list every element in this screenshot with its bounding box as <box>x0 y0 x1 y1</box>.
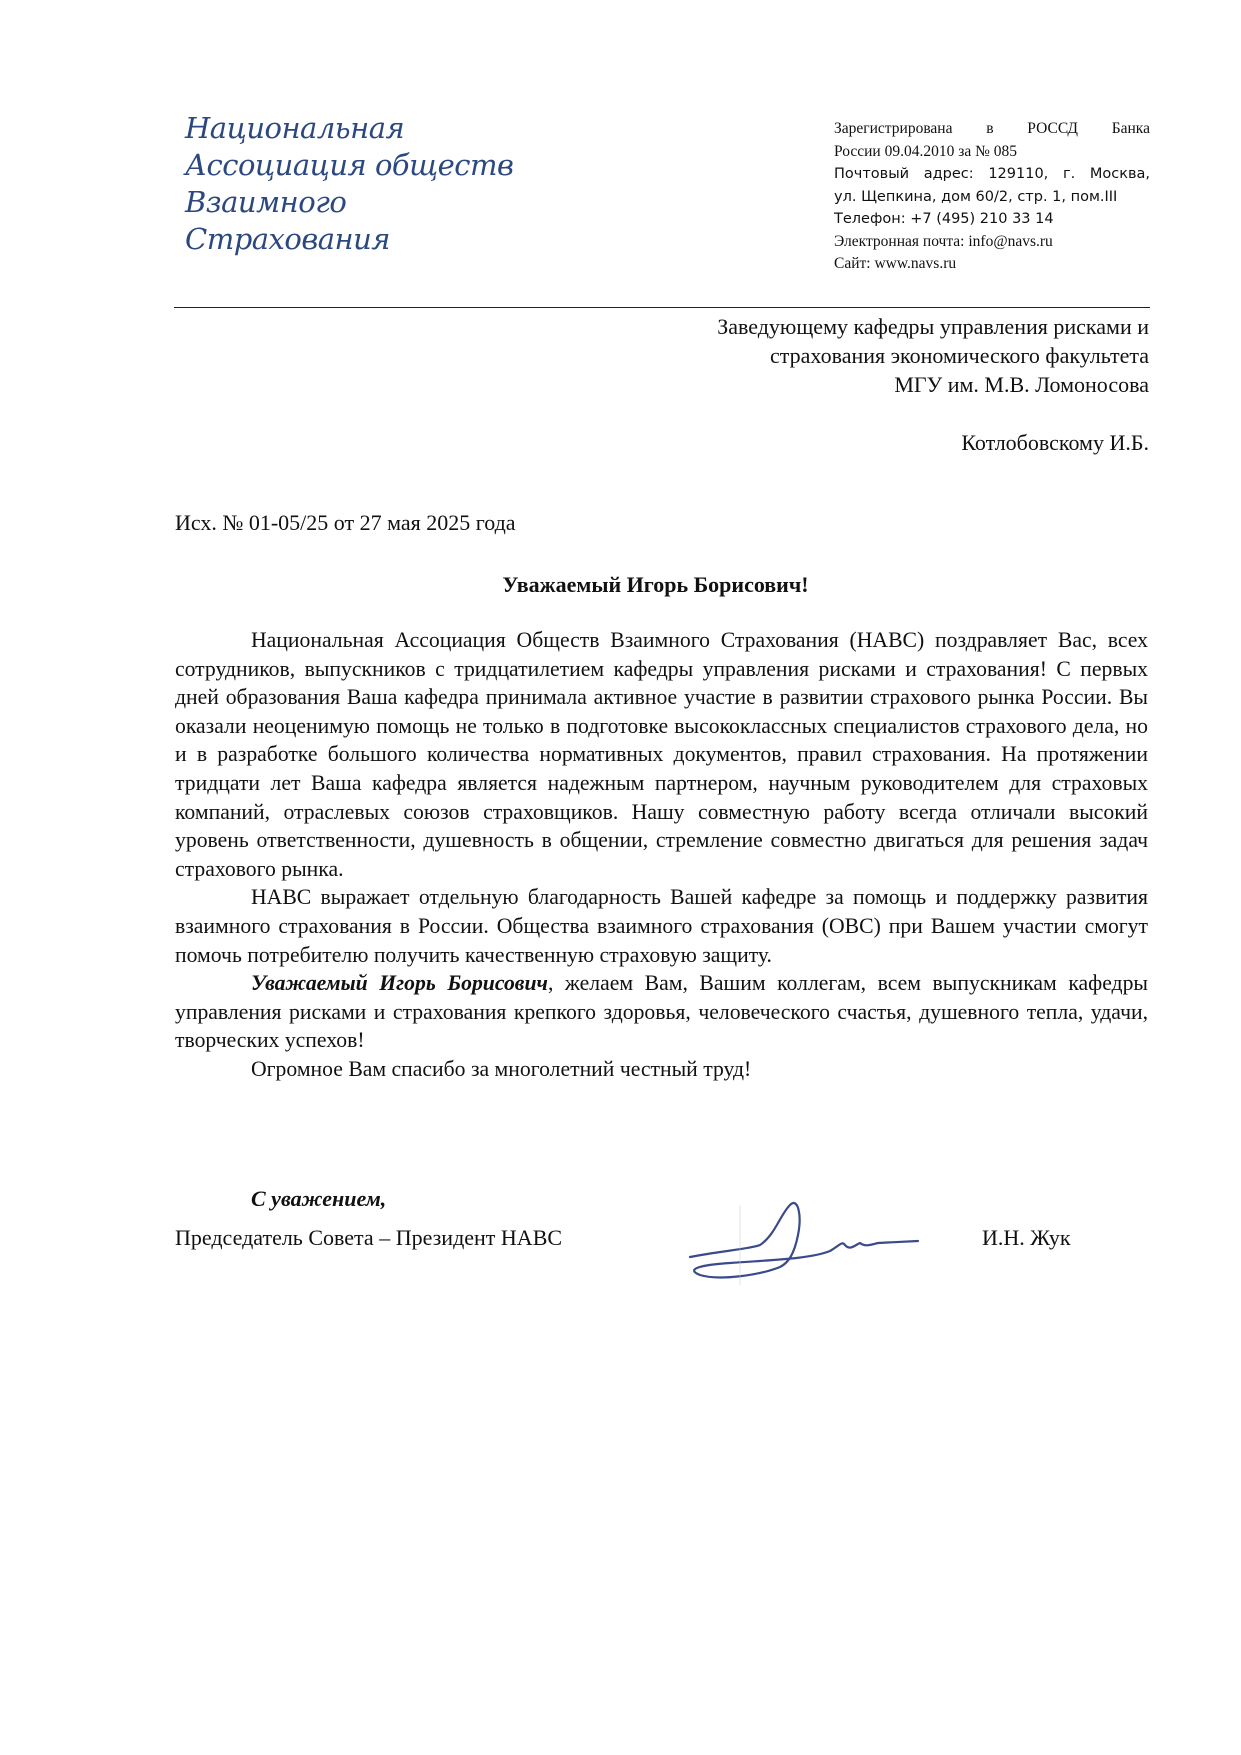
addressee-line: страхования экономического факультета <box>770 343 1149 368</box>
signer-position: Председатель Совета – Президент НАВС <box>175 1225 563 1250</box>
phone-line: Телефон: +7 (495) 210 33 14 <box>834 211 1054 227</box>
header-divider <box>174 307 1150 308</box>
postal-address-line: ул. Щепкина, дом 60/2, стр. 1, пом.III <box>834 188 1118 205</box>
addressee-line: Заведующему кафедры управления рисками и <box>717 314 1149 339</box>
body-paragraph <box>175 969 1148 1055</box>
email-line: Электронная почта: info@navs.ru <box>834 232 1053 250</box>
salutation: Уважаемый Игорь Борисович! <box>502 572 809 597</box>
logo-line: Ассоциация обществ <box>185 148 514 182</box>
organization-logo <box>185 110 525 258</box>
signer-name: И.Н. Жук <box>982 1225 1071 1250</box>
registration-line: России 09.04.2010 за № 085 <box>834 142 1018 160</box>
registration-line: Зарегистрирована в РОССД Банка <box>834 120 1150 137</box>
website-line: Сайт: www.navs.ru <box>834 255 957 272</box>
postal-address-line: Почтовый адрес: 129110, г. Москва, <box>834 166 1150 182</box>
logo-line: Страхования <box>185 222 391 256</box>
handwritten-signature <box>680 1185 940 1295</box>
body-paragraph: Огромное Вам спасибо за многолетний честный труд! <box>251 1056 752 1081</box>
body-paragraph-text: , желаем Вам, Вашим коллегам, всем выпускникам кафедры управления рисками и страхования крепкого здоровья, человеческого счастья, душевного тепла, удачи, творческих успехов! <box>175 971 1148 1053</box>
logo-line: Национальная <box>185 111 405 145</box>
closing-regards: С уважением, <box>251 1186 387 1211</box>
addressee-line: МГУ им. М.В. Ломоносова <box>894 372 1149 397</box>
logo-line: Взаимного <box>185 185 347 219</box>
body-paragraph: НАВС выражает отдельную благодарность Вашей кафедре за помощь и поддержку развития взаимного страхования в России. Общества взаимного страхования (ОВС) при Вашем участии смогут помочь потребителю получить качественную страховую защиту. <box>175 885 1148 967</box>
emphasized-salutation: Уважаемый Игорь Борисович <box>251 971 548 996</box>
outgoing-number: Исх. № 01-05/25 от 27 мая 2025 года <box>175 510 516 535</box>
registration-block <box>834 118 1150 276</box>
addressee-name: Котлобовскому И.Б. <box>961 430 1149 455</box>
letter-body <box>175 626 1148 1084</box>
body-paragraph: Национальная Ассоциация Обществ Взаимного Страхования (НАВС) поздравляет Вас, всех сотрудников, выпускников с тридцатилетием кафедры управления рисками и страхования! С первых дней образования Ваша кафедра принимала активное участие в развитии страхового рынка России. Вы оказали неоценимую помощь не только в подготовке высококлассных специалистов страхового дела, но и в разработке большого количества нормативных документов, правил страхования. На протяжении тридцати лет Ваша кафедра является надежным партнером, научным руководителем для страховых компаний, отраслевых союзов страховщиков. Нашу совместную работу всегда отличали высокий уровень ответственности, душевность в общении, стремление совместно двигаться для решения задач страхового рынка. <box>175 628 1148 881</box>
addressee-block <box>449 312 1149 457</box>
